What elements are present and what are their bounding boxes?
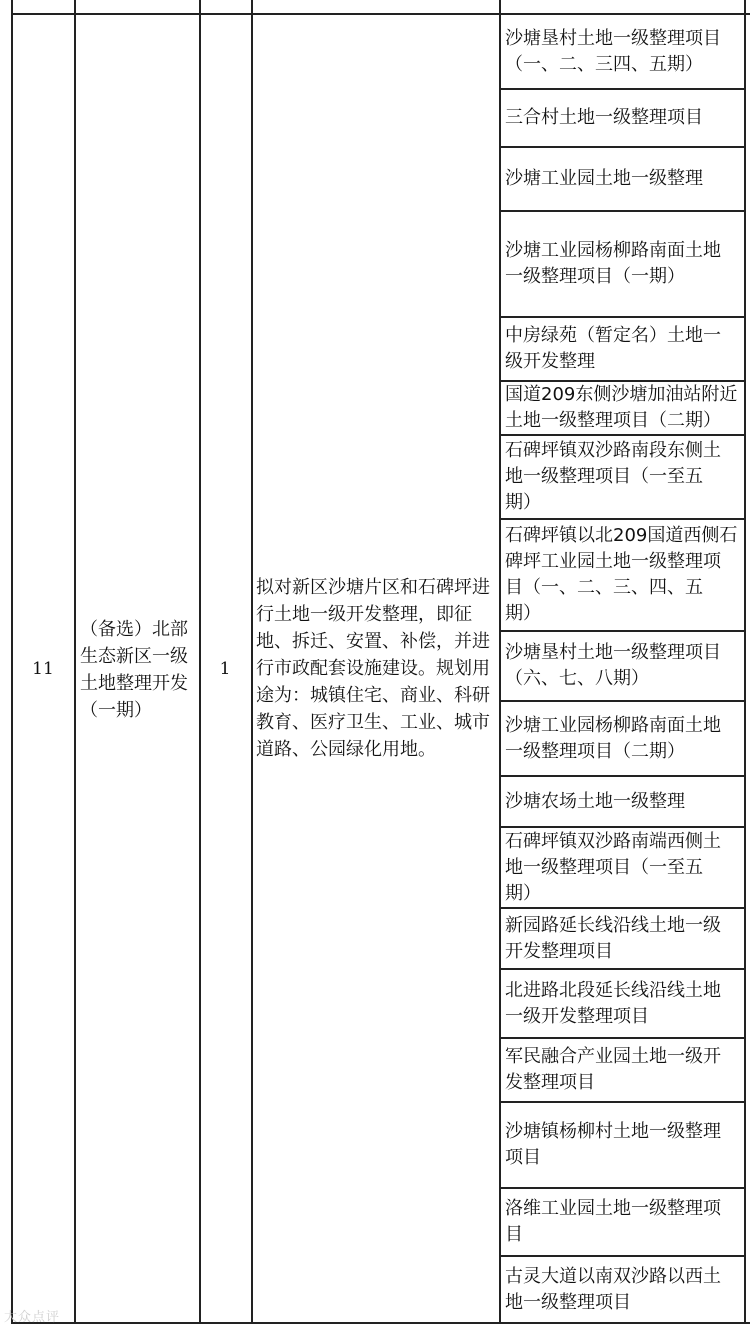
sub-project-item: 沙塘工业园杨柳路南面土地 一级整理项目（一期） xyxy=(505,240,721,287)
sub-project-item: 三合村土地一级整理项目 xyxy=(505,107,703,128)
project-name: （备选）北部 生态新区一级 土地整理开发 （一期） xyxy=(80,619,188,721)
sub-project-item: 中房绿苑（暂定名）土地一 级开发整理 xyxy=(505,325,721,372)
sub-project-item: 国道209东侧沙塘加油站附近 土地一级整理项目（二期） xyxy=(505,384,738,431)
col-line-1 xyxy=(74,0,76,1324)
sub-project-item: 沙塘工业园土地一级整理 xyxy=(505,168,703,189)
project-count: 1 xyxy=(219,659,231,679)
sub-project-item: 沙塘工业园杨柳路南面土地 一级整理项目（二期） xyxy=(505,714,721,762)
col-line-4 xyxy=(499,0,501,1324)
col-line-5 xyxy=(744,0,746,1324)
sub-project-item: 沙塘垦村土地一级整理项目 （六、七、八期） xyxy=(505,642,721,689)
project-description: 拟对新区沙塘片区和石碑坪进 行土地一级开发整理，即征 地、拆迁、安置、补偿，并进 行市政配套设施建设。规划用 途为：城镇住宅、商业、科研 教育、医疗卫生、工业、城市 道路、公园绿化用地。 xyxy=(256,577,490,760)
sub-project-item: 洛维工业园土地一级整理项 目 xyxy=(505,1198,721,1245)
watermark: 大众点评 xyxy=(4,1310,61,1325)
sub-project-item: 新园路延长线沿线土地一级 开发整理项目 xyxy=(505,914,721,962)
col-line-3 xyxy=(251,0,253,1324)
table-bottom-border xyxy=(11,1322,750,1324)
sub-project-item: 沙塘垦村土地一级整理项目 （一、二、三四、五期） xyxy=(505,27,721,75)
row-index: 11 xyxy=(32,659,54,679)
sub-project-item: 古灵大道以南双沙路以西土 地一级整理项目 xyxy=(505,1265,721,1313)
sub-project-item: 石碑坪镇以北209国道西侧石 碑坪工业园土地一级整理项 目（一、二、三、四、五 期） xyxy=(505,525,738,624)
sub-project-item: 沙塘农场土地一级整理 xyxy=(505,790,685,812)
sub-project-item: 石碑坪镇双沙路南端西侧土 地一级整理项目（一至五 期） xyxy=(505,830,721,904)
col-line-left xyxy=(11,0,13,1324)
sub-project-item: 石碑坪镇双沙路南段东侧土 地一级整理项目（一至五 期） xyxy=(505,440,721,513)
sub-project-item: 军民融合产业园土地一级开 发整理项目 xyxy=(505,1046,721,1093)
sub-project-item: 沙塘镇杨柳村土地一级整理 项目 xyxy=(505,1121,721,1168)
sub-project-item: 北进路北段延长线沿线土地 一级开发整理项目 xyxy=(505,979,721,1027)
